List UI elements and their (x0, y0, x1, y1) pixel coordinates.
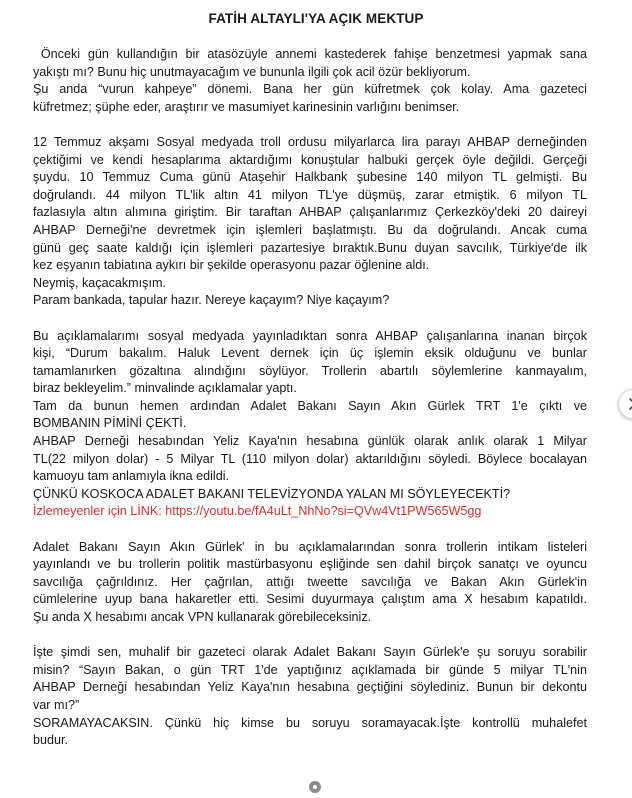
paragraph-2 (33, 134, 587, 310)
page-indicator-icon (309, 781, 321, 793)
text-line: İşte şimdi sen, muhalif bir gazeteci olarak Adalet Bakanı Sayın Gürlek'e şu soruyu sorabilir (33, 645, 587, 660)
text-line: doğrulandı. 44 milyon TL'lik altın 41 milyon TL'ye düşmüş, zarar etmiştik. 6 milyon TL (33, 187, 587, 202)
paragraph-4 (33, 539, 587, 627)
text-line: günü geç saate kaldığı için işlemleri pazartesiye bıraktık.Bunu duyan savcılık, Türkiye'de ilk (33, 240, 587, 255)
letter-title: FATİH ALTAYLI'YA AÇIK MEKTUP (208, 11, 424, 26)
text-line: ÇÜNKÜ KOSKOCA ADALET BAKANI TELEVİZYONDA YALAN MI SÖYLEYECEKTİ? (33, 486, 511, 501)
text-line: BOMBANIN PİMİNİ ÇEKTİ. (33, 416, 187, 431)
text-line: savcılığa çağrıldınız. Her çağrılan, attığı tweette savcılığa ve Bakan Akın Gürlek'in (33, 574, 587, 589)
text-line: Şu anda X hesabımı ancak VPN kullanarak görebileceksiniz. (33, 610, 372, 624)
paragraph-1 (33, 46, 587, 116)
text-line: AHBAP Derneği'ne devretmek için işlemleri başlatmıştı. Bu da doğrulandı. Ancak cuma (33, 222, 587, 237)
next-slide-button[interactable] (618, 389, 632, 419)
text-line: AHBAP Derneği hesabından Yeliz Kaya'nın hesabına günlük olarak anlık olarak 1 Milyar (33, 434, 587, 449)
text-line: AHBAP Derneği hesabından Yeliz Kaya'nın hesabına geçtiğini söylediniz. Bunun bir dekontu (33, 680, 587, 695)
text-line: fazlasıyla altın alımına giriştim. Bir taraftan AHBAP çalışanlarımız Çerkezköy'deki 20 daireyi (33, 205, 587, 220)
text-line: çektiğimi ve kendi hesaplarıma aktardığımı konuştular halbuki gerçek öyle değildi. Gerçeği (33, 152, 587, 167)
text-line: tamamlanırken gözaltına alındığını söylüyor. Trollerin abartılı söylemlerine kanmayalım, (33, 363, 587, 378)
text-line: Bu açıklamalarımı sosyal medyada yayınladıktan sonra AHBAP çalışanlarına inanan birçok (33, 328, 587, 343)
text-line: TL(22 milyon dolar) - 5 Milyar TL (110 milyon dolar) aktarıldığını söyledi. Böylece bocalayan (33, 451, 587, 466)
chevron-right-icon (625, 397, 632, 411)
text-line: Şu anda “vurun kahpeye” dönemi. Bana her gün küfretmek çok kolay. Ama gazeteci (33, 82, 587, 97)
text-line: kişi, “Durum bakalım. Haluk Levent dernek için üç işlemin eksik olduğunu ve bunlar (33, 346, 587, 361)
text-line: Önceki gün kullandığın bir atasözüyle annemi kastederek fahişe benzetmesi yapmak sana (33, 47, 587, 61)
text-line: yakıştı mı? Bunu hiç unutmayacağım ve bununla ilgili çok acil özür bekliyorum. (33, 64, 471, 79)
paragraph-5 (33, 644, 587, 750)
text-line: Param bankada, tapular hazır. Nereye kaçayım? Niye kaçayım? (33, 293, 390, 308)
text-line: yayınlandı ve bu trollerin politik mastürbasyonu eşliğinde sen dahil birçok sanatçı ve oyuncu (33, 557, 587, 572)
text-line: budur. (33, 733, 69, 748)
text-line: küfretmez; şüphe eder, araştırır ve masumiyet karinesinin varlığını benimser. (33, 99, 460, 114)
text-line: kamuoyu tam anlamıyla ikna edildi. (33, 469, 229, 484)
text-line: Tam da bunun hemen ardından Adalet Bakanı Sayın Akın Gürlek TRT 1'e çıktı ve (33, 398, 587, 413)
text-line: biraz bekleyelim.” minvalinde açıklamalar yaptı. (33, 381, 297, 396)
youtube-link[interactable]: İzlemeyenler için LİNK: https://youtu.be/fA4uLt_NhNo?si=QVw4Vt1PW565W5gg (33, 504, 482, 519)
paragraph-3 (33, 328, 587, 522)
text-line: şuydu. 10 Temmuz Cuma günü Ataşehir Halkbank şubesine 140 milyon TL gelmişti. Bu (33, 170, 587, 185)
text-line: SORAMAYACAKSIN. Çünkü hiç kimse bu soruyu soramayacak.İşte kontrollü muhalefet (33, 715, 587, 730)
text-line: misin? “Sayın Bakan, o gün TRT 1'de yaptığınız açıklamada bir günde 5 milyar TL'nin (33, 662, 587, 677)
text-line: cümlelerine uyup bana hakaretler etti. Sesimi duyurmaya çalıştım ama X hesabım kapatıldı. (33, 592, 587, 607)
text-line: var mı?” (33, 697, 80, 712)
letter-body (33, 46, 587, 767)
text-line: Neymiş, kaçacakmışım. (33, 275, 166, 290)
text-line: 12 Temmuz akşamı Sosyal medyada troll ordusu milyarlarca lira parayı AHBAP derneğinden (33, 134, 587, 149)
text-line: Adalet Bakanı Sayın Akın Gürlek' in bu açıklamalarından sonra trollerin intikam listeleri (33, 539, 587, 554)
text-line: kez eşyanın tabiatına aykırı bir şekilde operasyonu pazar öğlenine aldı. (33, 258, 430, 273)
